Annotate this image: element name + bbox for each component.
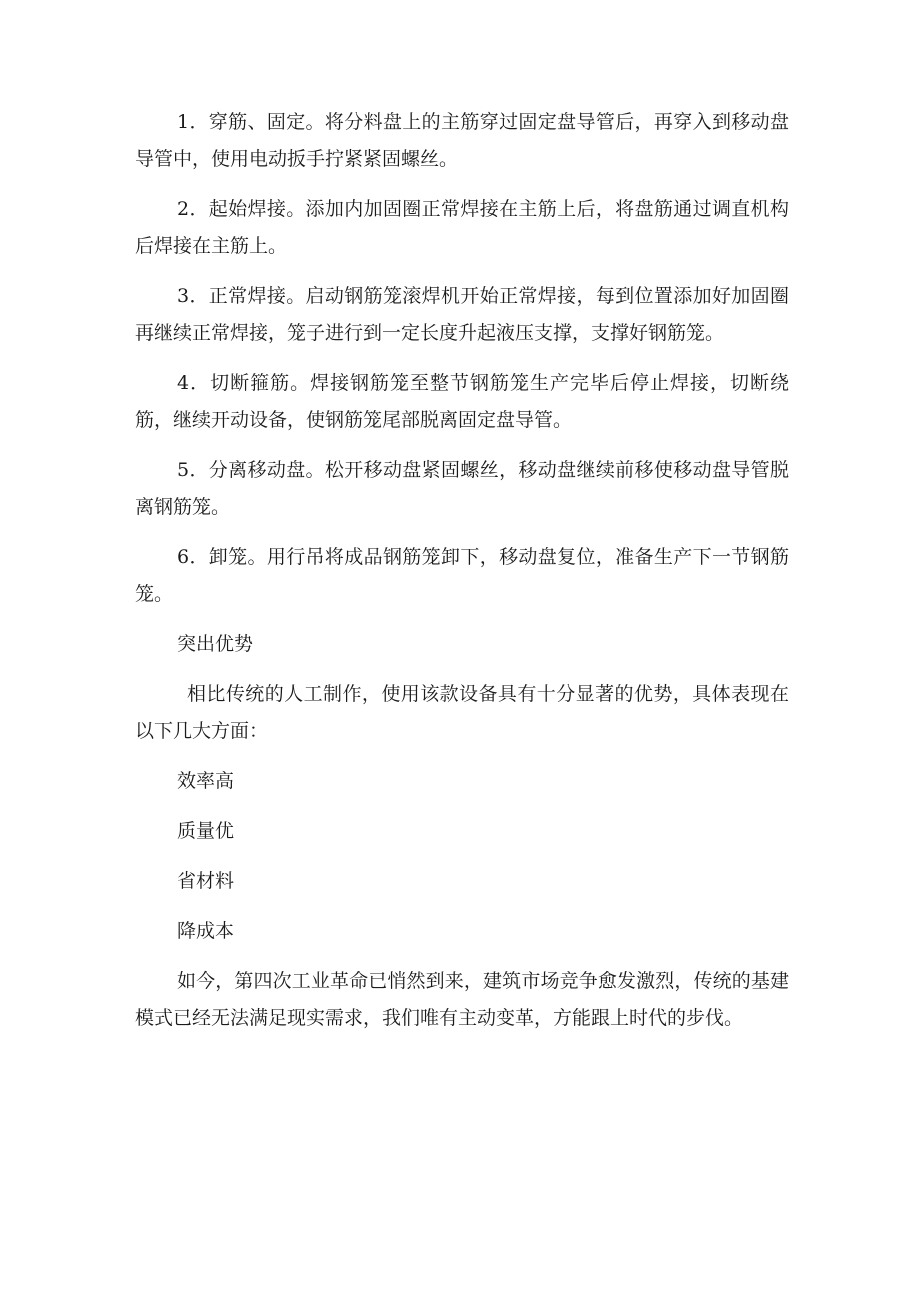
step-paragraph-3: 3．正常焊接。启动钢筋笼滚焊机开始正常焊接，每到位置添加好加固圈再继续正常焊接，笼子进行到一定长度升起液压支撑，支撑好钢筋笼。	[135, 285, 789, 344]
advantage-item-cost: 降成本	[177, 920, 235, 942]
section-heading: 突出优势	[177, 633, 254, 655]
step-paragraph-5: 5．分离移动盘。松开移动盘紧固螺丝，移动盘继续前移使移动盘导管脱离钢筋笼。	[135, 459, 789, 518]
intro-paragraph: 相比传统的人工制作，使用该款设备具有十分显著的优势，具体表现在以下几大方面：	[135, 683, 789, 742]
step-paragraph-1: 1．穿筋、固定。将分料盘上的主筋穿过固定盘导管后，再穿入到移动盘导管中，使用电动扳手拧紧紧固螺丝。	[135, 111, 789, 170]
step-paragraph-6: 6．卸笼。用行吊将成品钢筋笼卸下，移动盘复位，准备生产下一节钢筋笼。	[135, 546, 789, 605]
document-body	[135, 104, 789, 1050]
step-paragraph-4: 4．切断箍筋。焊接钢筋笼至整节钢筋笼生产完毕后停止焊接，切断绕筋，继续开动设备，使钢筋笼尾部脱离固定盘导管。	[135, 372, 789, 431]
advantage-item-material: 省材料	[177, 870, 235, 892]
closing-paragraph: 如今，第四次工业革命已悄然到来，建筑市场竞争愈发激烈，传统的基建模式已经无法满足现实需求，我们唯有主动变革，方能跟上时代的步伐。	[135, 970, 789, 1029]
advantage-item-quality: 质量优	[177, 820, 235, 842]
step-paragraph-2: 2．起始焊接。添加内加固圈正常焊接在主筋上后，将盘筋通过调直机构后焊接在主筋上。	[135, 198, 789, 257]
advantage-item-efficiency: 效率高	[177, 770, 235, 792]
